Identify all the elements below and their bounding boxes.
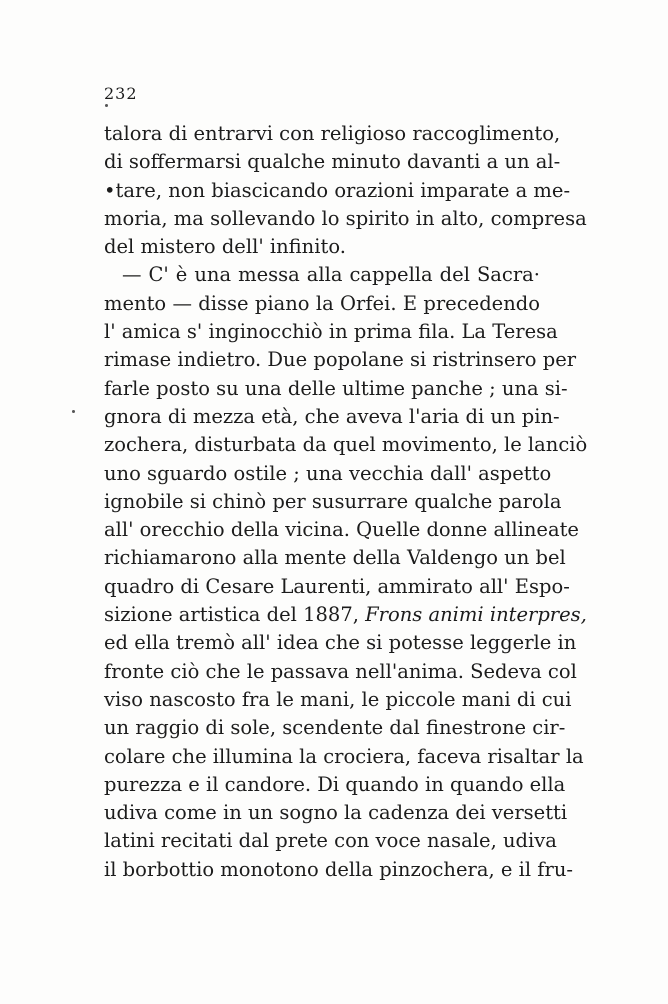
text-line: udiva come in un sogno la cadenza dei versetti — [104, 801, 568, 825]
text-line: farle posto su una delle ultime panche ; una si- — [104, 376, 568, 400]
text-line: latini recitati dal prete con voce nasale, udiva — [104, 829, 557, 853]
text-line: viso nascosto fra le mani, le piccole mani di cui — [104, 687, 572, 711]
text-line: mento — disse piano la Orfei. E precedendo — [104, 291, 540, 315]
text-line: l' amica s' inginocchiò in prima fila. La Teresa — [104, 320, 558, 344]
text-line: un raggio di sole, scendente dal finestrone cir- — [104, 716, 566, 740]
text-line: zochera, disturbata da quel movimento, le lanciò — [104, 433, 588, 457]
latin-title: Frons animi interpres, — [365, 603, 587, 627]
text-line: ignobile si chinò per susurrare qualche parola — [104, 489, 562, 513]
text-line: gnora di mezza età, che aveva l'aria di un pin- — [104, 404, 560, 428]
text-line: all' orecchio della vicina. Quelle donne allineate — [104, 518, 579, 542]
text-line: rimase indietro. Due popolane si ristrinsero per — [104, 348, 577, 372]
text-line: quadro di Cesare Laurenti, ammirato all' Espo- — [104, 574, 570, 598]
text-line: — C' è una messa alla cappella del Sacra· — [122, 263, 540, 287]
text-line: fronte ciò che le passava nell'anima. Sedeva col — [104, 659, 577, 683]
text-line: •tare, non biascicando orazioni imparate a me- — [104, 178, 571, 202]
paper-speck — [105, 104, 108, 107]
text-line: uno sguardo ostile ; una vecchia dall' aspetto — [104, 461, 552, 485]
text-line: moria, ma sollevando lo spirito in alto, compresa — [104, 206, 587, 230]
text-line: ed ella tremò all' idea che si potesse leggerle in — [104, 631, 577, 655]
page-number: 232 — [104, 84, 138, 103]
line-text: sizione artistica del 1887, — [104, 603, 366, 627]
paper-speck — [72, 410, 75, 413]
text-line: purezza e il candore. Di quando in quando ella — [104, 772, 566, 796]
body-text — [104, 120, 588, 884]
text-line: il borbottio monotono della pinzochera, e il fru- — [104, 857, 573, 881]
text-line: talora di entrarvi con religioso raccoglimento, — [104, 122, 561, 145]
text-line: di soffermarsi qualche minuto davanti a un al- — [104, 150, 561, 174]
text-line: colare che illumina la crociera, faceva risaltar la — [104, 744, 584, 768]
text-line: del mistero dell' infinito. — [104, 235, 346, 259]
text-line — [104, 601, 587, 629]
text-line: richiamarono alla mente della Valdengo un bel — [104, 546, 566, 570]
